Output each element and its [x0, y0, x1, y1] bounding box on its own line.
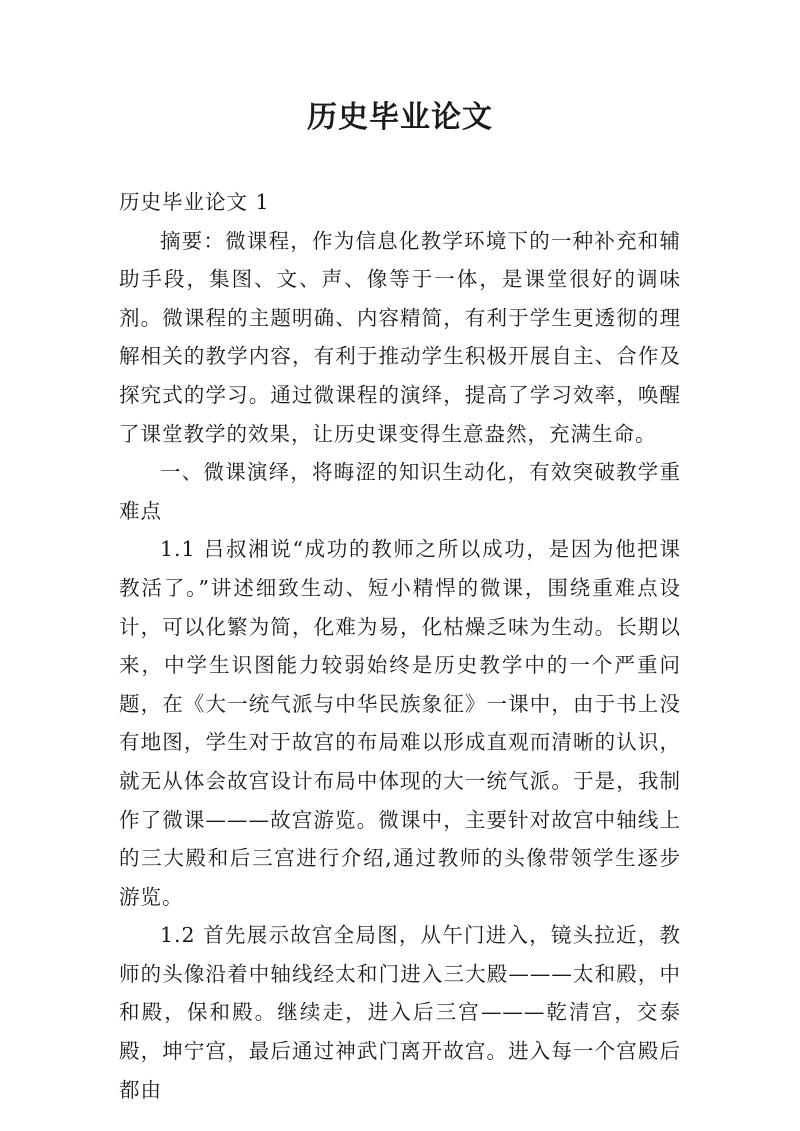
paragraph-heading-1: 一、微课演绎，将晦涩的知识生动化，有效突破教学重难点 — [119, 460, 681, 523]
paragraph-1-2: 1.2 首先展示故宫全局图，从午门进入，镜头拉近，教师的头像沿着中轴线经太和门进入三大殿———太和殿，中和殿，保和殿。继续走，进入后三宫———乾清宫，交泰殿，坤宁宫，最后通过神武门离开故宫。进入每一个宫殿后都由 — [119, 923, 681, 1102]
document-title: 历史毕业论文 — [307, 100, 493, 135]
section-heading: 历史毕业论文 1 — [119, 190, 270, 214]
document-body — [119, 183, 681, 1109]
paragraph-abstract: 摘要：微课程，作为信息化教学环境下的一种补充和辅助手段，集图、文、声、像等于一体，是课堂很好的调味剂。微课程的主题明确、内容精简，有利于学生更透彻的理解相关的教学内容，有利于推动学生积极开展自主、合作及探究式的学习。通过微课程的演绎，提高了学习效率，唤醒了课堂教学的效果，让历史课变得生意盎然，充满生命。 — [119, 228, 681, 446]
paragraph-1-1: 1.1 吕叔湘说“成功的教师之所以成功，是因为他把课教活了。”讲述细致生动、短小精悍的微课，围绕重难点设计，可以化繁为简，化难为易，化枯燥乏味为生动。长期以来，中学生识图能力较弱始终是历史教学中的一个严重问题，在《大一统气派与中华民族象征》一课中，由于书上没有地图，学生对于故宫的布局难以形成直观而清晰的认识，就无从体会故宫设计布局中体现的大一统气派。于是，我制作了微课———故宫游览。微课中，主要针对故宫中轴线上的三大殿和后三宫进行介绍,通过教师的头像带领学生逐步游览。 — [119, 537, 681, 909]
